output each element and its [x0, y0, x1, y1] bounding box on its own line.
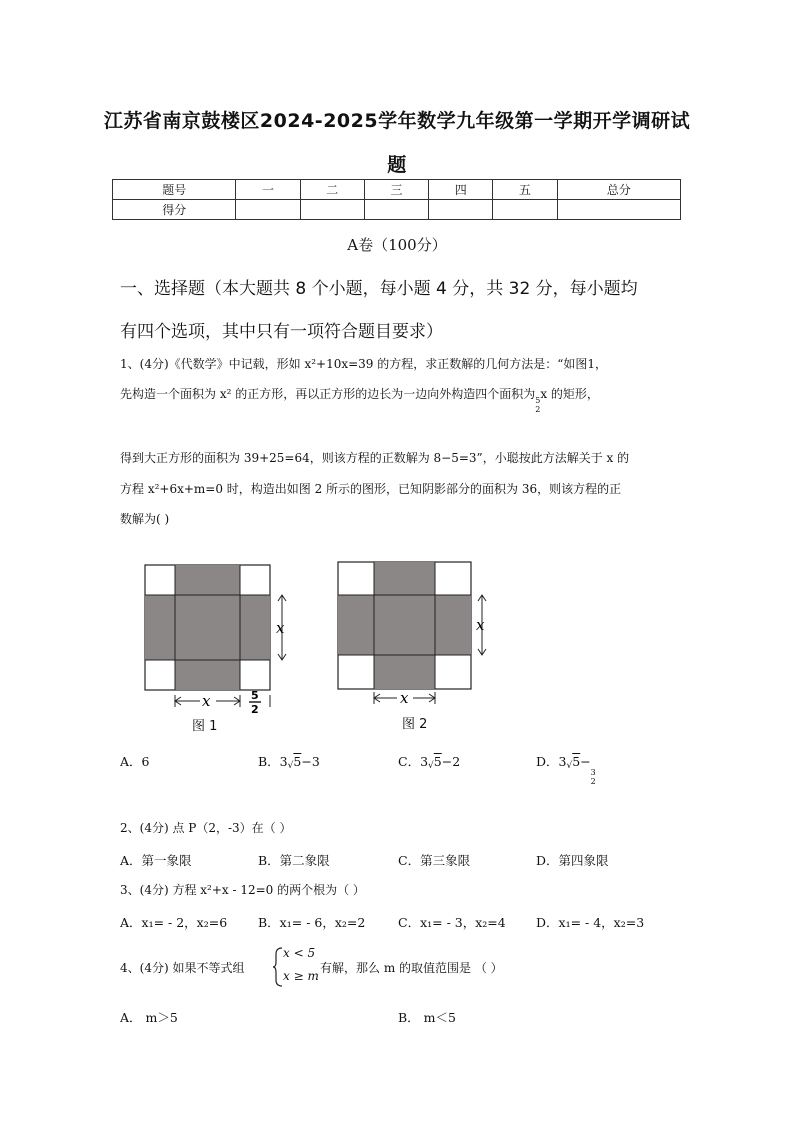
- option-d-fraction: [591, 768, 596, 786]
- score-input-cell[interactable]: [557, 200, 680, 220]
- score-cell: 题号: [113, 180, 236, 200]
- q4-stem-end: 有解，那么 m 的取值范围是 （ ）: [320, 961, 503, 975]
- q1-line2-text-end: x 的矩形，: [540, 387, 599, 401]
- q1-line1: 1、(4分)《代数学》中记载，形如 x²+10x=39 的方程，求正数解的几何方法是：“如图1，: [120, 357, 608, 371]
- figure-1-caption: 图 1: [192, 719, 218, 734]
- score-input-cell[interactable]: [429, 200, 493, 220]
- section-heading-continued: 有四个选项，其中只有一项符合题目要求）: [120, 322, 443, 342]
- fig1-frac-den: 2: [251, 703, 259, 716]
- score-cell: 三: [364, 180, 428, 200]
- score-input-cell[interactable]: [236, 200, 300, 220]
- score-input-cell[interactable]: [364, 200, 428, 220]
- fig2-x-right: x: [476, 616, 485, 634]
- fraction-numerator: 5: [535, 396, 541, 405]
- q1-option-b[interactable]: B．3√5−3: [258, 754, 320, 771]
- volume-heading: A卷（100分）: [347, 236, 447, 254]
- fig2-x-bottom: x: [400, 689, 409, 707]
- shaded-horizontal: [338, 595, 471, 655]
- option-b-coef: B．3: [258, 754, 288, 769]
- figure-2-caption: 图 2: [402, 717, 428, 732]
- option-b-radicand: 5: [293, 754, 302, 769]
- page-title-continued: 题: [387, 154, 407, 176]
- page-title: 江苏省南京鼓楼区2024-2025学年数学九年级第一学期开学调研试: [103, 110, 691, 132]
- q1-line2-text: 先构造一个面积为 x² 的正方形，再以正方形的边长为一边向外构造四个面积为: [120, 387, 536, 401]
- q2-option-b[interactable]: B．第二象限: [258, 853, 330, 868]
- option-c-coef: C．3: [398, 754, 429, 769]
- q1-option-a[interactable]: A．6: [120, 754, 150, 769]
- figure-1: [130, 555, 300, 740]
- q4-option-a[interactable]: A． m＞5: [120, 1010, 178, 1025]
- score-table: [112, 179, 681, 220]
- score-cell: 一: [236, 180, 300, 200]
- shaded-horizontal: [145, 595, 270, 660]
- q3-option-a[interactable]: A．x₁= - 2，x₂=6: [120, 915, 228, 930]
- q4-option-b[interactable]: B． m＜5: [398, 1010, 456, 1025]
- q3-option-d[interactable]: D．x₁= - 4，x₂=3: [536, 915, 645, 930]
- q2-option-c[interactable]: C．第三象限: [398, 853, 471, 868]
- q3-option-b[interactable]: B．x₁= - 6，x₂=2: [258, 915, 366, 930]
- q3-option-c[interactable]: C．x₁= - 3，x₂=4: [398, 915, 506, 930]
- score-input-cell[interactable]: [493, 200, 557, 220]
- q2-stem: 2、(4分) 点 P（2，-3）在（ ）: [120, 821, 292, 835]
- q1-option-c[interactable]: C．3√5−2: [398, 754, 461, 771]
- score-cell: 五: [493, 180, 557, 200]
- option-c-rest: −2: [441, 754, 461, 769]
- score-input-cell[interactable]: [300, 200, 364, 220]
- q4-stem-start: 4、(4分) 如果不等式组: [120, 961, 245, 975]
- q2-option-d[interactable]: D．第四象限: [536, 853, 609, 868]
- score-cell: 四: [429, 180, 493, 200]
- section-heading: 一、选择题（本大题共 8 个小题，每小题 4 分，共 32 分，每小题均: [120, 279, 638, 299]
- fraction-denominator: 2: [590, 777, 596, 786]
- score-cell: 二: [300, 180, 364, 200]
- q1-line3: 得到大正方形的面积为 39+25=64，则该方程的正数解为 8−5=3”，小聪按此方法解关于 x 的: [120, 451, 630, 465]
- option-d-coef: D．3: [536, 754, 567, 769]
- q4-inequality-1: x < 5: [283, 946, 316, 960]
- figure-2: [325, 552, 505, 712]
- q1-line2: [120, 386, 599, 414]
- score-table-score-row: [113, 200, 681, 220]
- fraction-numerator: 3: [590, 768, 596, 777]
- q1-line5: 数解为( ): [120, 512, 170, 526]
- score-cell: 总分: [557, 180, 680, 200]
- q4-inequality-2: x ≥ m: [283, 969, 319, 983]
- fig1-frac-num: 5: [251, 689, 259, 702]
- score-table-header-row: [113, 180, 681, 200]
- q1-option-d[interactable]: D．3√5− 3 2: [536, 754, 596, 786]
- q2-option-a[interactable]: A．第一象限: [120, 853, 192, 868]
- fig1-x-bottom: x: [202, 692, 211, 710]
- option-d-radicand: 5: [572, 754, 581, 769]
- fraction-denominator: 2: [535, 405, 541, 414]
- option-c-radicand: 5: [433, 754, 442, 769]
- option-b-rest: −3: [301, 754, 320, 769]
- q1-line4: 方程 x²+6x+m=0 时，构造出如图 2 所示的图形，已知阴影部分的面积为 36，则该方程的正: [120, 482, 622, 496]
- option-d-minus: −: [580, 754, 591, 769]
- q3-stem: 3、(4分) 方程 x²+x - 12=0 的两个根为（ ）: [120, 883, 365, 897]
- score-cell: 得分: [113, 200, 236, 220]
- fig1-x-right: x: [276, 619, 285, 637]
